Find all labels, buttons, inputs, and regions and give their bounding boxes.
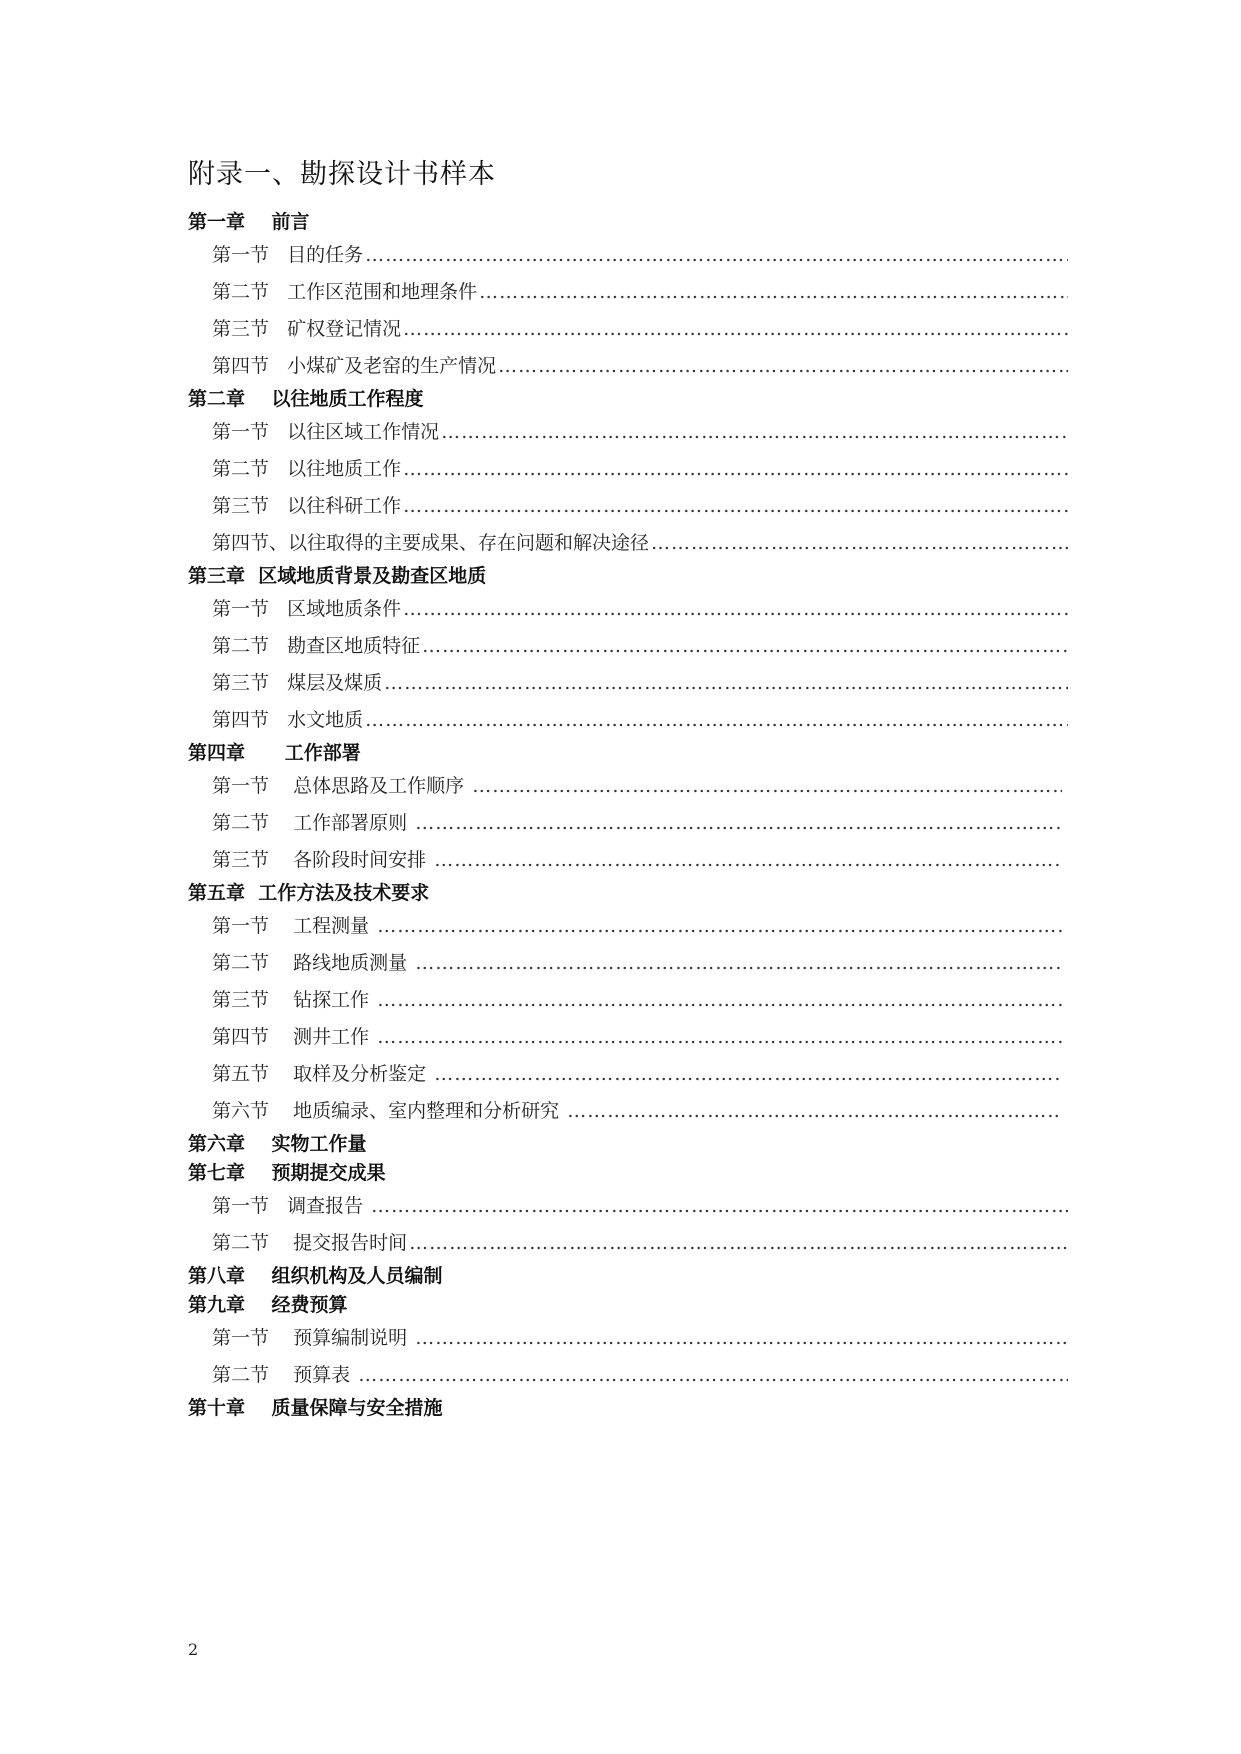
dot-leader xyxy=(403,311,1068,348)
toc-chapter: 第三章 区域地质背景及勘查区地质 xyxy=(188,565,487,587)
dot-leader xyxy=(365,702,1068,739)
toc-section: 第六节 地质编录、室内整理和分析研究 ……………………………………………………………………………………………………………………………………………………………………………………………………………… xyxy=(188,1093,1062,1130)
toc-section: 第一节 调查报告 ……………………………………………………………………………………………………………………………………………………………………………………………………………… xyxy=(188,1188,1068,1225)
toc-section: 第三节 各阶段时间安排 ……………………………………………………………………………………………………………………………………………………………………………………………………………… xyxy=(188,842,1062,879)
dot-leader xyxy=(651,525,1068,562)
dot-leader xyxy=(472,768,1062,805)
dot-leader xyxy=(415,1320,1068,1357)
toc-section: 第一节 目的任务 ……………………………………………………………………………………………………………………………………………………………………………………………………………… xyxy=(188,237,1068,274)
dot-leader xyxy=(365,237,1068,274)
dot-leader xyxy=(409,1225,1068,1262)
page-number: 2 xyxy=(188,1640,199,1659)
toc-chapter: 第一章 前言 xyxy=(188,211,310,233)
toc-section: 第三节 以往科研工作 ……………………………………………………………………………………………………………………………………………………………………………………………………………… xyxy=(188,488,1068,525)
toc-section: 第二节 工作部署原则 ……………………………………………………………………………………………………………………………………………………………………………………………………………… xyxy=(188,805,1062,842)
dot-leader xyxy=(415,805,1062,842)
toc-section: 第二节 预算表 ……………………………………………………………………………………………………………………………………………………………………………………………………………… xyxy=(188,1357,1068,1394)
toc-chapter: 第十章 质量保障与安全措施 xyxy=(188,1397,443,1419)
dot-leader xyxy=(384,665,1068,702)
toc-section: 第四节 水文地质 ……………………………………………………………………………………………………………………………………………………………………………………………………………… xyxy=(188,702,1068,739)
toc-section: 第三节 钻探工作 ……………………………………………………………………………………………………………………………………………………………………………………………………………… xyxy=(188,982,1062,1019)
toc-chapter: 第二章 以往地质工作程度 xyxy=(188,388,424,410)
toc-section: 第二节 以往地质工作 ……………………………………………………………………………………………………………………………………………………………………………………………………………… xyxy=(188,451,1068,488)
toc-section: 第三节 煤层及煤质 ……………………………………………………………………………………………………………………………………………………………………………………………………………… xyxy=(188,665,1068,702)
toc-chapter: 第九章 经费预算 xyxy=(188,1294,348,1316)
dot-leader xyxy=(403,591,1068,628)
dot-leader xyxy=(358,1357,1068,1394)
page-title: 附录一、勘探设计书样本 xyxy=(188,159,496,190)
toc-section: 第四节 小煤矿及老窑的生产情况 ……………………………………………………………………………………………………………………………………………………………………………………………………………… xyxy=(188,348,1068,385)
toc-section: 第一节 总体思路及工作顺序 ……………………………………………………………………………………………………………………………………………………………………………………………………………… xyxy=(188,768,1062,805)
toc-section: 第二节 路线地质测量 ……………………………………………………………………………………………………………………………………………………………………………………………………………… xyxy=(188,945,1062,982)
toc-section: 第二节 勘查区地质特征 ……………………………………………………………………………………………………………………………………………………………………………………………………………… xyxy=(188,628,1068,665)
toc-section: 第一节 预算编制说明 ……………………………………………………………………………………………………………………………………………………………………………………………………………… xyxy=(188,1320,1068,1357)
dot-leader xyxy=(377,1019,1062,1056)
toc-section: 第四节、以往取得的主要成果、存在问题和解决途径 ……………………………………………………………………………………………………………………………………………………………………………………………………………… xyxy=(188,525,1068,562)
toc-section: 第五节 取样及分析鉴定 ……………………………………………………………………………………………………………………………………………………………………………………………………………… xyxy=(188,1056,1062,1093)
toc-section: 第四节 测井工作 ……………………………………………………………………………………………………………………………………………………………………………………………………………… xyxy=(188,1019,1062,1056)
dot-leader xyxy=(434,1056,1062,1093)
dot-leader xyxy=(434,842,1062,879)
dot-leader xyxy=(441,414,1068,451)
toc-chapter: 第五章 工作方法及技术要求 xyxy=(188,882,430,904)
dot-leader xyxy=(403,488,1068,525)
toc-section: 第一节 以往区域工作情况 ……………………………………………………………………………………………………………………………………………………………………………………………………………… xyxy=(188,414,1068,451)
toc-section: 第一节 工程测量 ……………………………………………………………………………………………………………………………………………………………………………………………………………… xyxy=(188,908,1062,945)
dot-leader xyxy=(403,451,1068,488)
dot-leader xyxy=(377,908,1062,945)
dot-leader xyxy=(498,348,1068,385)
toc-chapter: 第七章 预期提交成果 xyxy=(188,1162,386,1184)
toc-section: 第三节 矿权登记情况 ……………………………………………………………………………………………………………………………………………………………………………………………………………… xyxy=(188,311,1068,348)
toc-section: 第二节 工作区范围和地理条件 ……………………………………………………………………………………………………………………………………………………………………………………………………………… xyxy=(188,274,1068,311)
dot-leader xyxy=(371,1188,1068,1225)
table-of-contents xyxy=(188,208,1088,1423)
dot-leader xyxy=(479,274,1068,311)
dot-leader xyxy=(377,982,1062,1019)
dot-leader xyxy=(415,945,1062,982)
toc-section: 第二节 提交报告时间 ……………………………………………………………………………………………………………………………………………………………………………………………………………… xyxy=(188,1225,1068,1262)
toc-section: 第一节 区域地质条件 ……………………………………………………………………………………………………………………………………………………………………………………………………………… xyxy=(188,591,1068,628)
dot-leader xyxy=(567,1093,1062,1130)
toc-chapter: 第六章 实物工作量 xyxy=(188,1133,367,1155)
toc-chapter: 第八章 组织机构及人员编制 xyxy=(188,1265,443,1287)
toc-chapter: 第四章 工作部署 xyxy=(188,742,361,764)
dot-leader xyxy=(422,628,1068,665)
